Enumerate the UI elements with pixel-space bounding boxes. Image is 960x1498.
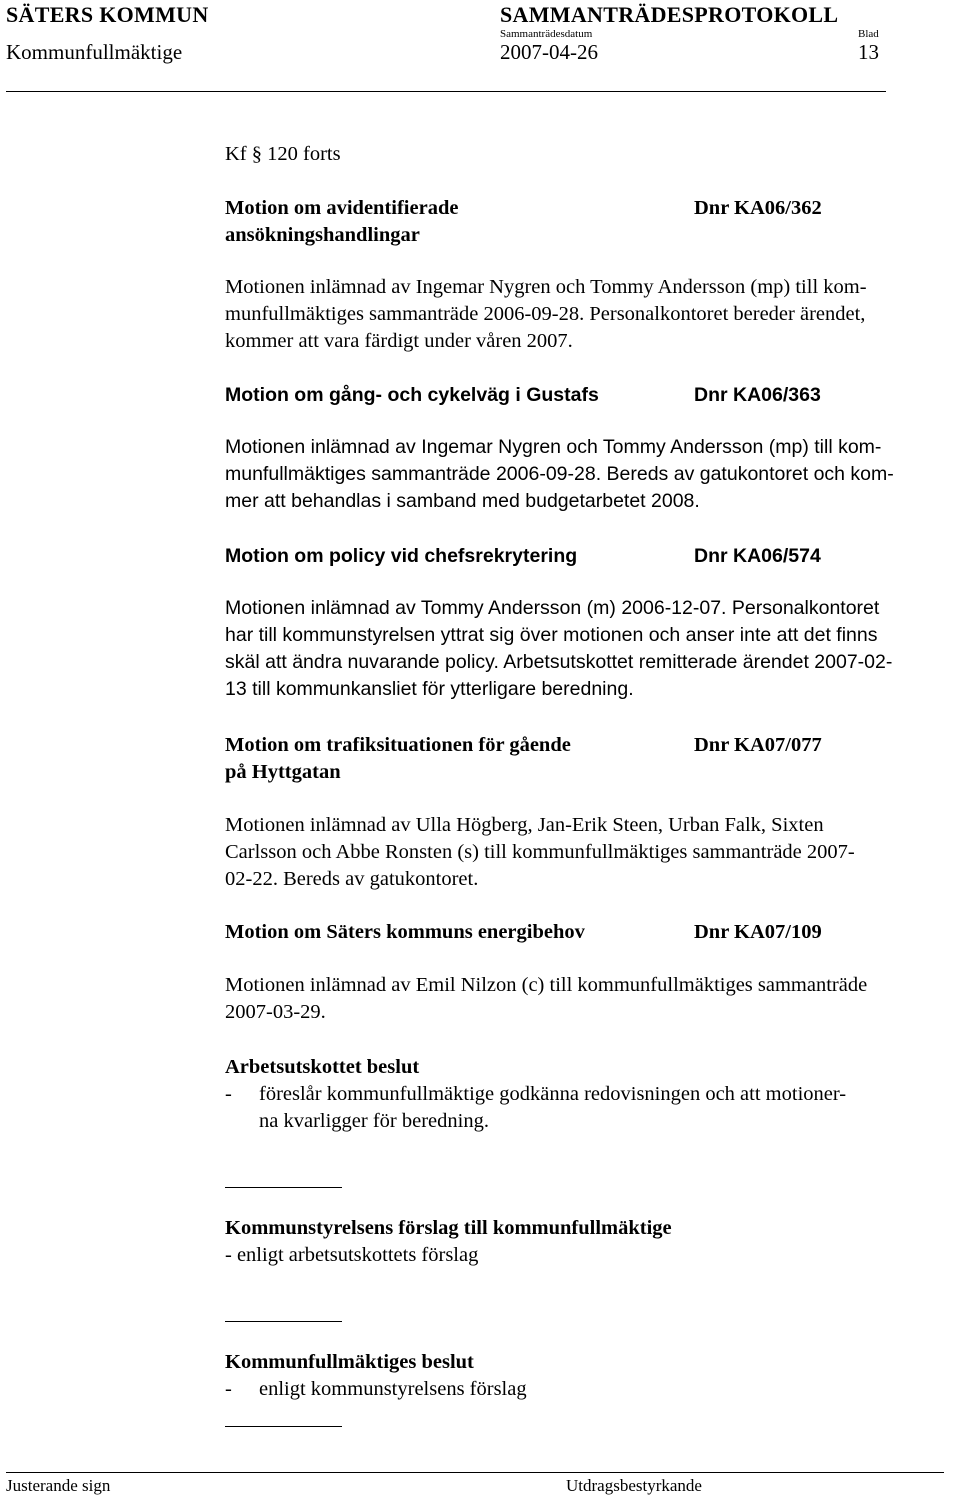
item-text: Motionen inlämnad av Tommy Andersson (m) 2006-12-07. Personalkontoret har till kommunstyrelsen yttrat sig över motionen och anser inte att det finns skäl att ändra nuvarande policy. Arbetsutskottet remitterade ärendet 2007-02- 13 till kommunkansliet för ytterligare beredning. [225,597,893,700]
footer-justerande: Justerande sign [6,1476,111,1495]
item-text: Motionen inlämnad av Ingemar Nygren och Tommy Andersson (mp) till kom- munfullmäktiges sammanträde 2006-09-28. Personalkontoret bereder ärendet, kommer att vara färdigt under våren 2007. [225,276,867,352]
separator-rule [225,1187,342,1188]
item-title: Motion om Säters kommuns energibehov [225,921,585,943]
item-title-cont: ansökningshandlingar [225,224,420,246]
kf-beslut-heading: Kommunfullmäktiges beslut [225,1351,474,1373]
ks-forslag-heading: Kommunstyrelsens förslag till kommunfullmäktige [225,1217,672,1239]
item-dnr: Dnr KA06/362 [694,197,822,219]
separator-rule [225,1426,342,1427]
footer-rule [6,1472,944,1473]
page-number: 13 [858,40,879,64]
item-title: Motion om gång- och cykelväg i Gustafs [225,384,599,406]
au-beslut-text: föreslår kommunfullmäktige godkänna redovisningen och att motioner- [259,1083,847,1105]
item-dnr: Dnr KA07/077 [694,734,822,756]
kf-beslut-dash: - [225,1378,232,1400]
date-label: Sammanträdesdatum [500,28,593,40]
item-dnr: Dnr KA06/363 [694,384,821,406]
meeting-date: 2007-04-26 [500,40,598,64]
item-dnr: Dnr KA06/574 [694,545,821,567]
ks-forslag-text: - enligt arbetsutskottets förslag [225,1244,479,1266]
au-beslut-text-cont: na kvarligger för beredning. [259,1110,489,1132]
au-beslut-dash: - [225,1083,232,1105]
item-dnr: Dnr KA07/109 [694,921,822,943]
item-text: Motionen inlämnad av Ingemar Nygren och Tommy Andersson (mp) till kom- munfullmäktiges sammanträde 2006-09-28. Bereds av gatukontoret och kom- mer att behandlas i samband med budgetarbetet 2008. [225,436,894,512]
header-rule [6,91,886,92]
item-text: Motionen inlämnad av Ulla Högberg, Jan-Erik Steen, Urban Falk, Sixten Carlsson och Abbe Ronsten (s) till kommunfullmäktiges sammanträde 2007- 02-22. Bereds av gatukontoret. [225,814,855,890]
footer-utdragsbestyrkande: Utdragsbestyrkande [566,1476,702,1495]
item-title: Motion om avidentifierade [225,197,459,219]
org-name: SÄTERS KOMMUN [6,2,209,27]
separator-rule [225,1321,342,1322]
item-title-cont: på Hyttgatan [225,761,341,783]
kf-beslut-text: enligt kommunstyrelsens förslag [259,1378,527,1400]
blad-label: Blad [858,28,879,40]
item-title: Motion om policy vid chefsrekrytering [225,545,578,567]
item-text: Motionen inlämnad av Emil Nilzon (c) till kommunfullmäktiges sammanträde 2007-03-29. [225,974,868,1023]
document-type: SAMMANTRÄDESPROTOKOLL [500,2,839,27]
body-name: Kommunfullmäktige [6,40,183,64]
section-ref: Kf § 120 forts [225,143,341,165]
item-title: Motion om trafiksituationen för gående [225,734,571,756]
au-beslut-heading: Arbetsutskottet beslut [225,1056,420,1078]
